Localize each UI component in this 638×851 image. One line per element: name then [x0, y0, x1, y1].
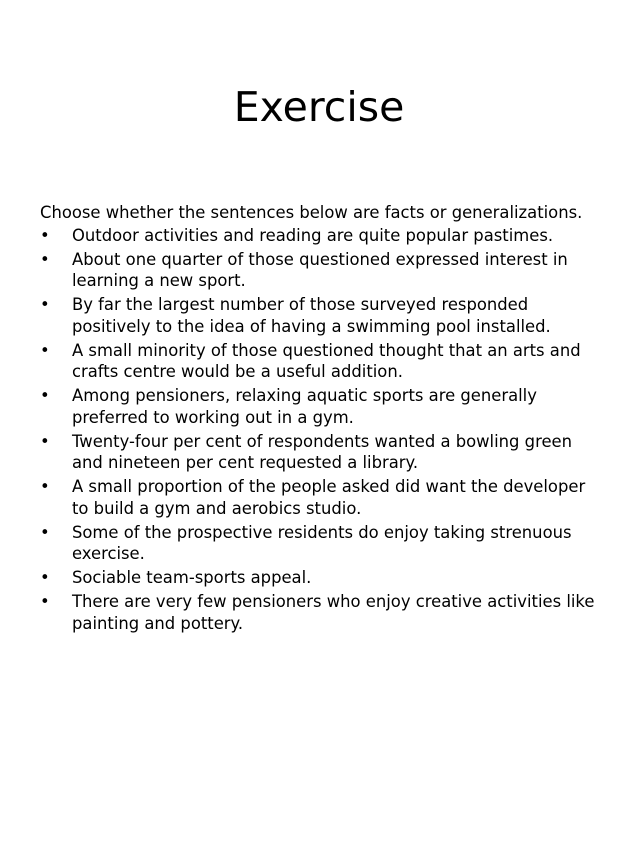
bullet-icon: • [40, 340, 50, 360]
list-item-text: A small proportion of the people asked did want the developer to build a gym and aerobics studio. [72, 477, 586, 518]
list-item [40, 340, 606, 383]
list-item [40, 476, 606, 519]
list-item-text: About one quarter of those questioned expressed interest in learning a new sport. [72, 249, 568, 290]
bullet-icon: • [40, 225, 50, 245]
bullet-icon: • [40, 431, 50, 451]
list-item-text: Among pensioners, relaxing aquatic sports are generally preferred to working out in a gym. [72, 386, 537, 427]
bullet-icon: • [40, 386, 50, 405]
bullet-icon: • [40, 295, 50, 314]
statement-list [40, 225, 606, 635]
list-item-text: Twenty-four per cent of respondents wanted a bowling green and nineteen per cent requested a library. [72, 431, 573, 472]
slide-body [40, 202, 606, 637]
list-item [40, 385, 606, 428]
list-item [40, 294, 606, 337]
list-item-text: By far the largest number of those surveyed responded positively to the idea of having a swimming pool installed. [72, 295, 551, 336]
list-item-text: A small minority of those questioned thought that an arts and crafts centre would be a useful addition. [72, 340, 581, 381]
list-item [40, 225, 606, 247]
bullet-icon: • [40, 522, 50, 542]
list-item [40, 249, 606, 292]
slide-title: Exercise [233, 83, 405, 131]
list-item-text: Outdoor activities and reading are quite popular pastimes. [72, 225, 554, 245]
instruction-text: Choose whether the sentences below are facts or generalizations. [40, 203, 583, 222]
list-item-text: Some of the prospective residents do enjoy taking strenuous exercise. [72, 522, 572, 563]
list-item-text: Sociable team-sports appeal. [72, 568, 312, 587]
list-item-text: There are very few pensioners who enjoy creative activities like painting and pottery. [72, 592, 595, 633]
bullet-icon: • [40, 568, 50, 587]
list-item [40, 431, 606, 474]
list-item [40, 522, 606, 565]
list-item [40, 567, 606, 589]
bullet-icon: • [40, 249, 50, 269]
bullet-icon: • [40, 592, 50, 611]
list-item [40, 591, 606, 634]
bullet-icon: • [40, 477, 50, 496]
